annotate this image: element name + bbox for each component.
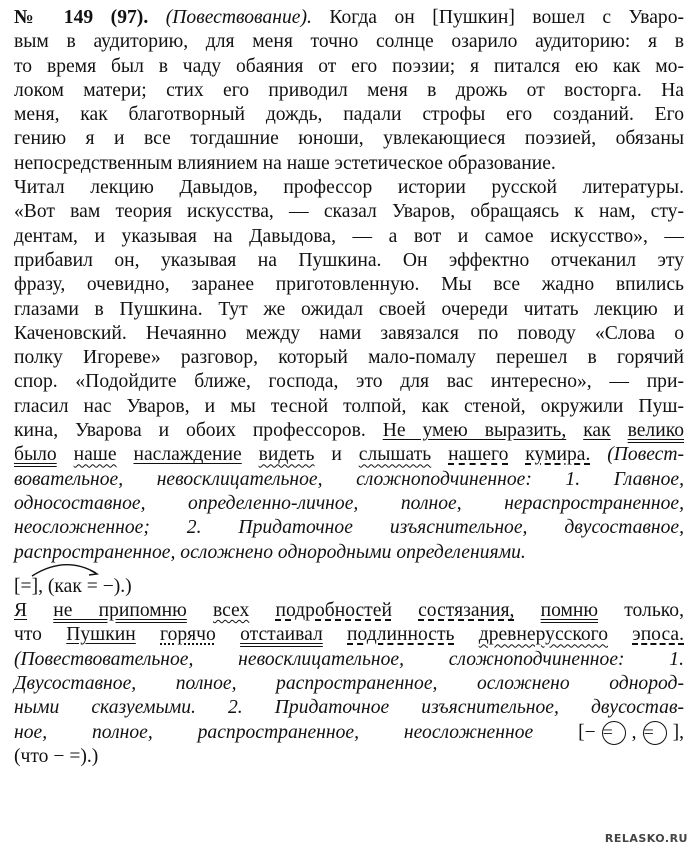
predicate-underline: не припомню [53, 600, 187, 622]
text-line: Каченовский. Нечаянно между нами завязался по поводу «Слова о [14, 322, 684, 344]
text-line [14, 419, 684, 443]
text-line: спор. «Подойдите ближе, господа, это для вас интересно», — при- [14, 371, 684, 393]
attribute-underline: слышать [358, 444, 432, 466]
text-line: глазами в Пушкина. Тут же ожидал своей очереди читать лекцию и [14, 298, 684, 320]
object-underline: подлинность [347, 624, 455, 646]
attribute-underline: видеть [258, 444, 315, 466]
exercise-number: № 149 (97). [14, 7, 149, 28]
text-fragment: и [331, 444, 342, 466]
analysis-line: вовательное, невосклицательное, сложноподчиненное: 1. Главное, [14, 468, 684, 490]
adverbial-underline: горячо [160, 624, 216, 646]
object-underline: кумира. [525, 444, 591, 466]
text-line: локом матери; стих его приводил меня в дрожь от восторга. На [14, 79, 684, 101]
object-underline: подробностей [275, 600, 392, 622]
analysis-line: односоставное, определенно-личное, полное, нераспространенное, [14, 492, 684, 514]
attribute-underline: древнерусского [478, 624, 609, 646]
text-line [14, 623, 684, 647]
analysis-fragment: (Повест- [607, 444, 685, 466]
text-line [14, 599, 684, 623]
attribute-underline: наше [73, 444, 117, 466]
watermark-text: RELASKO.RU [604, 832, 688, 845]
object-underline: эпоса. [632, 624, 684, 646]
text-line: то время был в чаду обаяния от его поэзии; я питался ею как мо- [14, 55, 684, 77]
scheme-arrow [30, 561, 100, 577]
text-line: «Вот вам теория искусства, — сказал Уваров, обращаясь к нам, сту- [14, 201, 684, 223]
text-line: непосредственным влиянием на наше эстетическое образование. [14, 152, 556, 174]
sentence-scheme-1 [14, 575, 684, 599]
text-line: фразу, очевидно, заранее приготовленную. Мы все жадно впились [14, 274, 684, 296]
subject-underline: Я [14, 600, 28, 622]
text-fragment: только, [624, 600, 684, 622]
scheme-line: (что − =).) [14, 746, 99, 768]
analysis-line: (Повествовательное, невосклицательное, сложноподчиненное: 1. [14, 648, 684, 670]
scheme-text: ], [672, 721, 684, 743]
analysis-line: распространенное, осложнено однородными определениями. [14, 541, 526, 563]
text-line: дентам, и указывая на Давыдова, — а вот и самое искусство», — [14, 225, 684, 247]
attribute-underline: всех [212, 600, 250, 622]
text-fragment: Когда он [Пушкин] вошел с Уваро- [329, 7, 685, 28]
text-fragment: что [14, 624, 42, 646]
analysis-line: Двусоставное, полное, распространенное, осложнено однород- [14, 673, 684, 695]
conjunction-underline: как [583, 420, 611, 442]
text-line [14, 443, 684, 467]
text-line: Читал лекцию Давыдов, профессор истории русской литературы. [14, 177, 684, 199]
circled-predicate-icon: = [602, 721, 626, 745]
scheme-text: [=], (как = −).) [14, 575, 132, 597]
object-underline: состязания, [418, 600, 515, 622]
text-fragment: кина, Уварова и обоих профессоров. [14, 420, 366, 442]
text-line: полку Игореве» разговор, который мало-помалу перешел в горячий [14, 347, 684, 369]
exercise-text [14, 6, 684, 769]
object-underline: нашего [448, 444, 509, 466]
subject-underline: наслаждение [133, 444, 242, 466]
subject-underline: Пушкин [66, 624, 136, 646]
text-line: гению я и все тогдашние юноши, увлекающиеся поэзией, обязаны [14, 128, 684, 150]
analysis-line: неосложненное; 2. Придаточное изъяснительное, двусоставное, [14, 517, 684, 539]
analysis-line: ными сказуемыми. 2. Придаточное изъяснительное, двусостав- [14, 697, 684, 719]
text-line: гласил нас Уваров, и мы тесной толпой, как стеной, окружили Пуш- [14, 395, 684, 417]
circled-predicate-icon: = [643, 721, 667, 745]
sentence-scheme-2 [14, 721, 684, 746]
text-line-1 [14, 6, 684, 30]
scheme-text: [− [578, 721, 596, 743]
predicate-underline: было [14, 444, 57, 466]
predicate-underline: Не умею выразить, [382, 420, 567, 442]
analysis-fragment: ное, полное, распространенное, неосложненное [14, 721, 534, 743]
predicate-underline: велико [627, 420, 685, 442]
text-line: вым в аудиторию, для меня точно солнце озарило аудиторию: я в [14, 31, 684, 53]
text-line: прибавил он, указывая на Пушкина. Он эффектно отчеканил эту [14, 249, 684, 271]
predicate-underline: помню [540, 600, 599, 622]
text-line: меня, как благотворный дождь, падали строфы его созданий. Его [14, 104, 684, 126]
predicate-underline: отстаивал [240, 624, 323, 646]
scheme-text: , [631, 721, 637, 743]
exercise-type: (Повествование). [165, 7, 312, 28]
